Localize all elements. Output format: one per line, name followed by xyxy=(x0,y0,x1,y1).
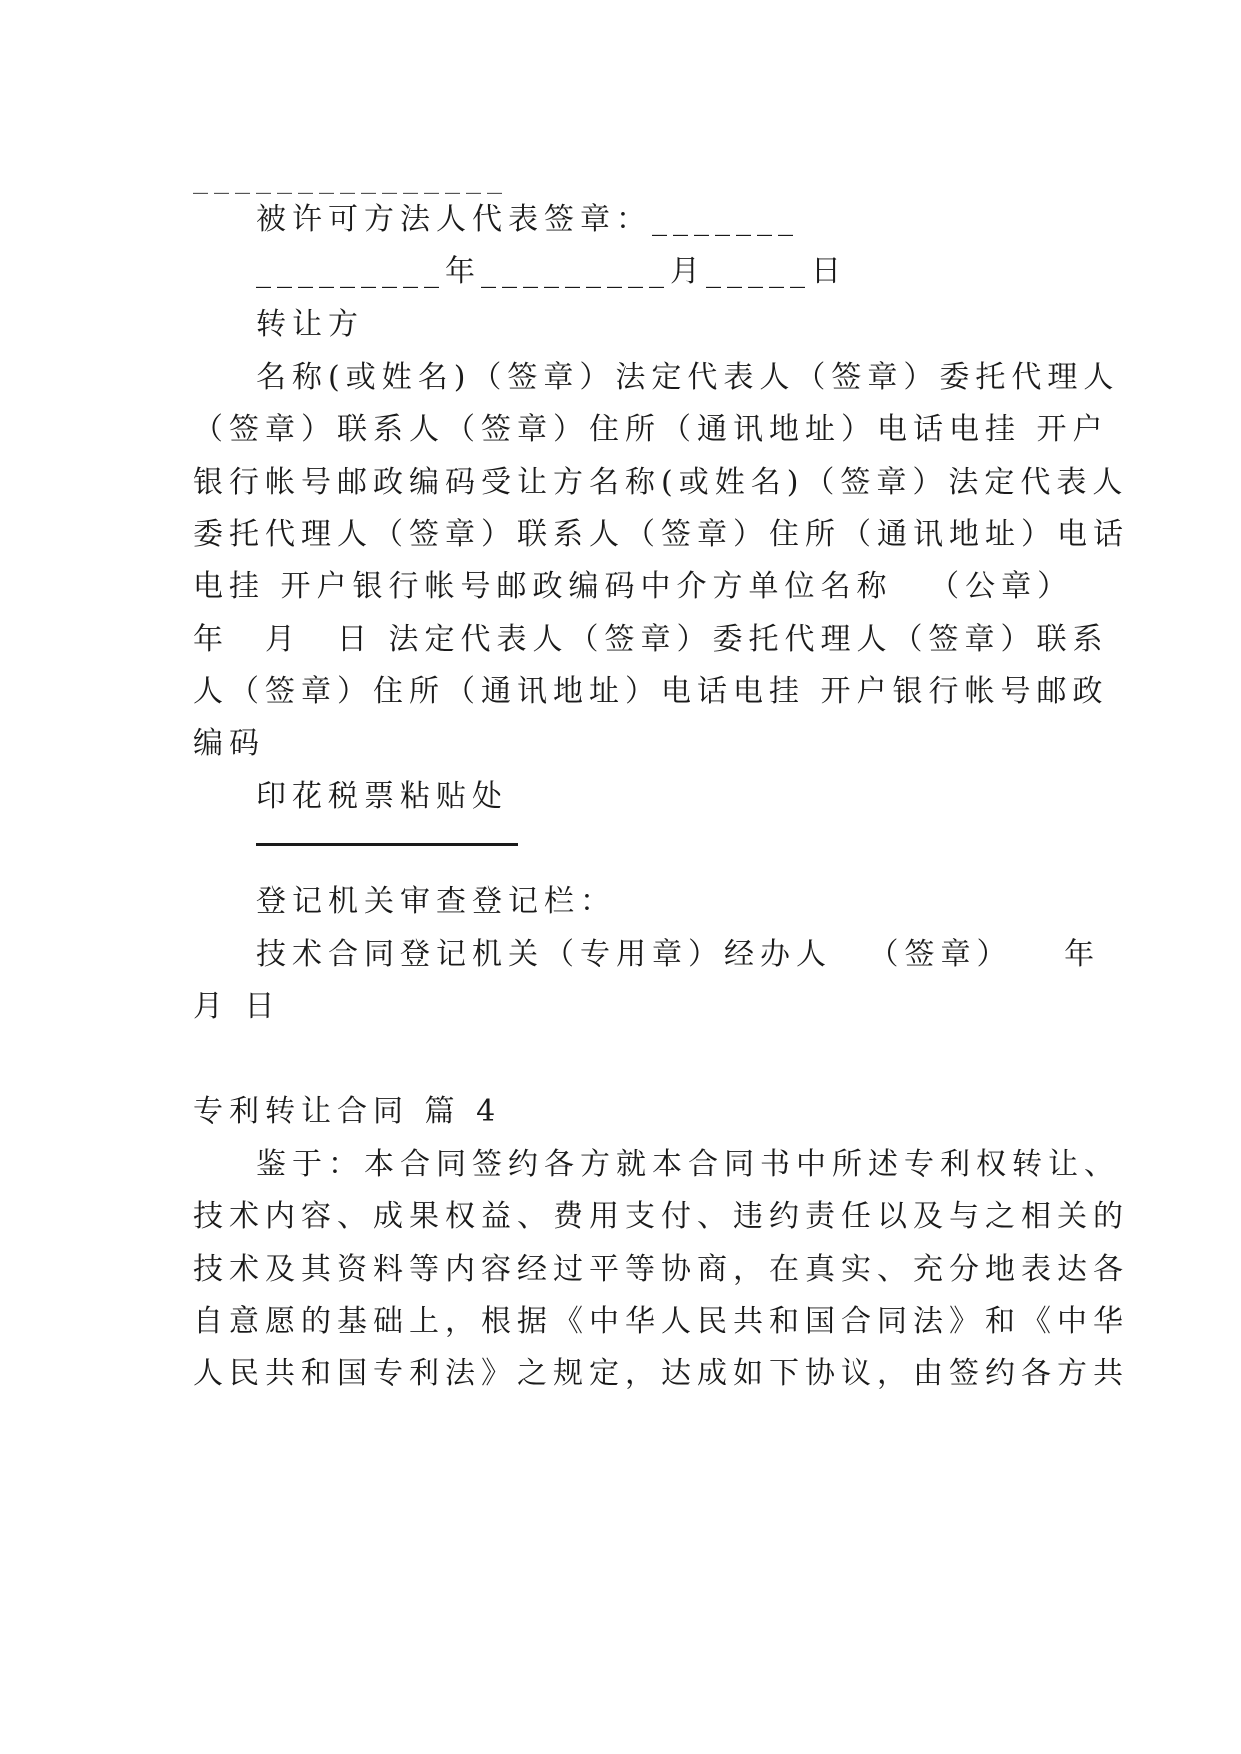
parties-paragraph-line: 名称(或姓名)（签章）法定代表人（签章）委托代理人 xyxy=(256,360,1120,395)
top-rule-line: _______________ xyxy=(193,160,508,195)
parties-paragraph-line: 人（签章）住所（通讯地址）电话电挂 开户银行帐号邮政 xyxy=(193,674,1109,709)
parties-paragraph-line: 银行帐号邮政编码受让方名称(或姓名)（签章）法定代表人 xyxy=(193,465,1129,500)
parties-paragraph-line: 年 月 日 法定代表人（签章）委托代理人（签章）联系 xyxy=(193,622,1109,657)
parties-paragraph-line: 委托代理人（签章）联系人（签章）住所（通讯地址）电话 xyxy=(193,517,1129,552)
section-title: 专利转让合同 篇 4 xyxy=(193,1094,502,1129)
preamble-line: 人民共和国专利法》之规定，达成如下协议，由签约各方共 xyxy=(193,1356,1129,1391)
parties-paragraph-line: （签章）联系人（签章）住所（通讯地址）电话电挂 开户 xyxy=(193,412,1109,447)
preamble-line: 技术及其资料等内容经过平等协商，在真实、充分地表达各 xyxy=(193,1252,1129,1287)
registry-heading: 登记机关审查登记栏： xyxy=(256,884,616,919)
preamble-line: 自意愿的基础上，根据《中华人民共和国合同法》和《中华 xyxy=(193,1304,1129,1339)
stamp-area-rule xyxy=(256,843,518,846)
registry-line: 技术合同登记机关（专用章）经办人 （签章） 年 xyxy=(256,937,1101,972)
parties-paragraph-line: 电挂 开户银行帐号邮政编码中介方单位名称 （公章） xyxy=(193,569,1074,604)
date-line: _________年_________月_____日 xyxy=(256,254,847,289)
preamble-line: 技术内容、成果权益、费用支付、违约责任以及与之相关的 xyxy=(193,1199,1129,1234)
parties-paragraph-line: 编码 xyxy=(193,726,265,761)
registry-line: 月 日 xyxy=(193,989,281,1024)
preamble-line: 鉴于：本合同签约各方就本合同书中所述专利权转让、 xyxy=(256,1147,1120,1182)
stamp-area-label: 印花税票粘贴处 xyxy=(256,779,508,814)
licensee-representative-signature: 被许可方法人代表签章：_______ xyxy=(256,202,799,237)
transferor-label: 转让方 xyxy=(256,307,364,342)
